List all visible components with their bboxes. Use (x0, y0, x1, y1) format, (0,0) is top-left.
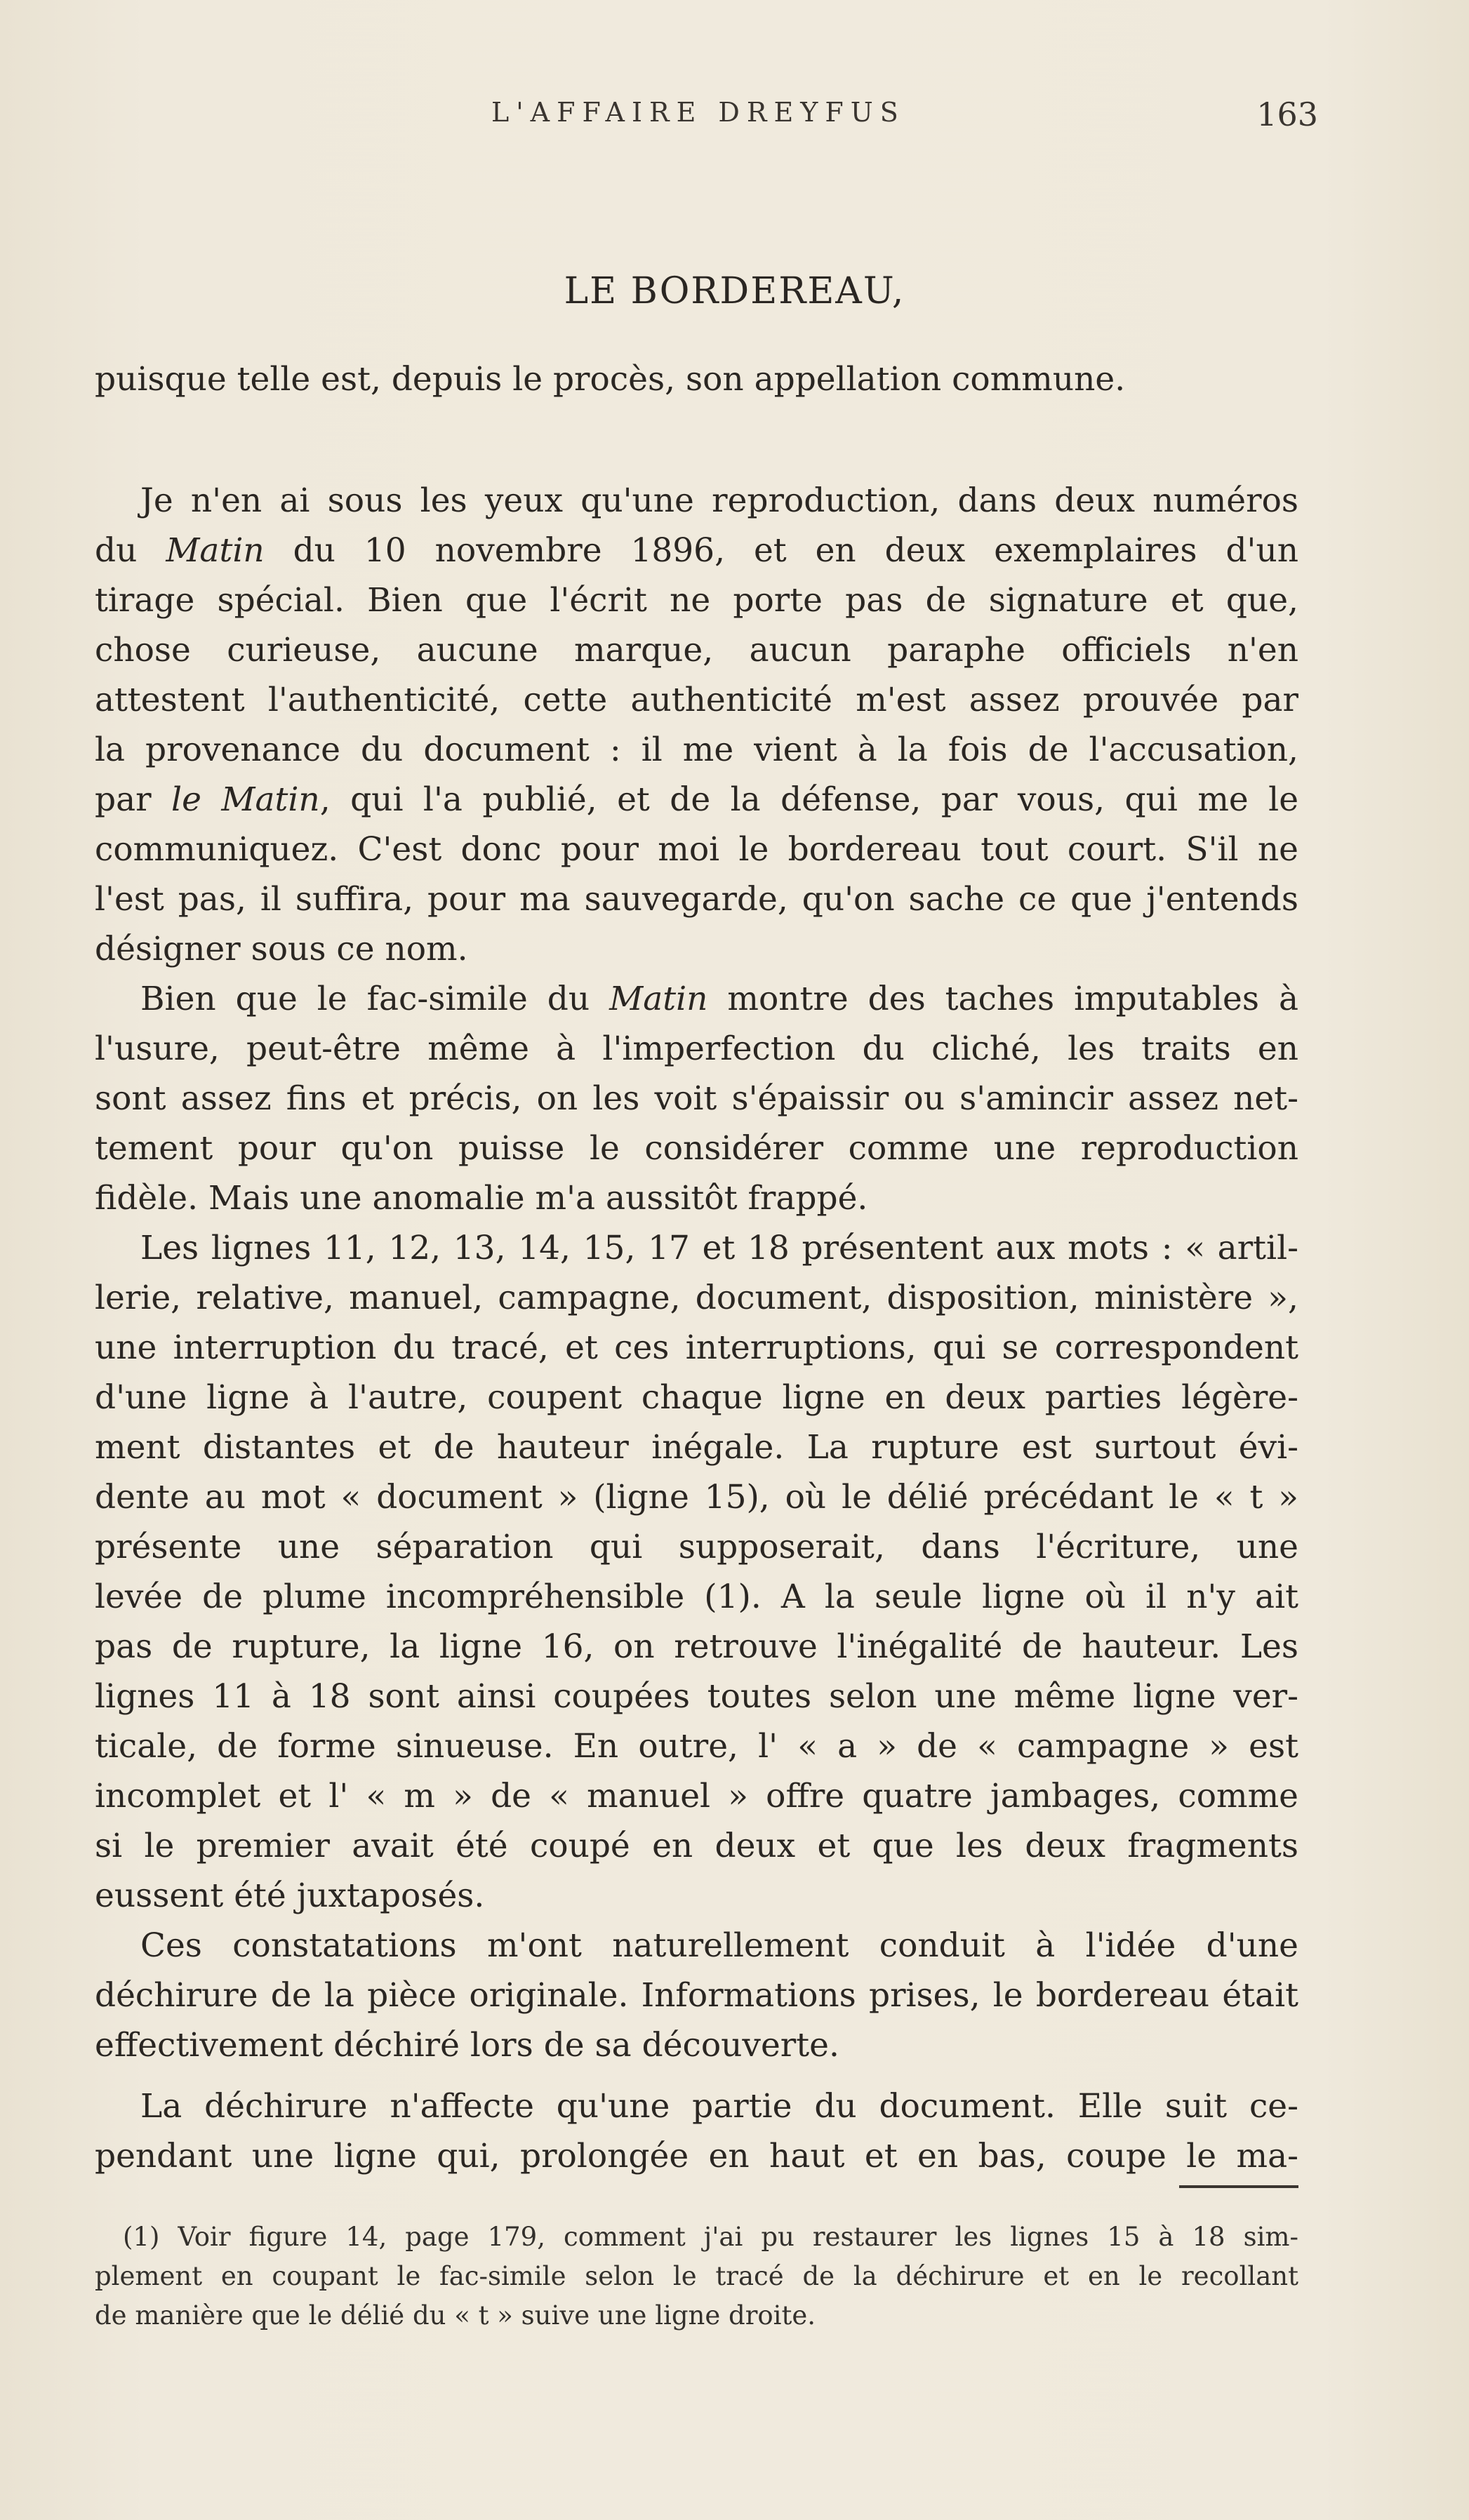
text-line: dente au mot « document » (ligne 15), où le délié précédant le « t » (95, 1478, 1298, 1516)
text-line: désigner sous ce nom. (95, 930, 468, 968)
text-line: d'une ligne à l'autre, coupent chaque ligne en deux parties légère- (95, 1378, 1298, 1417)
text-line: effectivement déchiré lors de sa découverte. (95, 2026, 839, 2065)
text-line: si le premier avait été coupé en deux et que les deux fragments (95, 1827, 1298, 1865)
text-line: la provenance du document : il me vient à la fois de l'accusation, (95, 731, 1298, 769)
text-line: du Matin du 10 novembre 1896, et en deux exemplaires d'un (95, 531, 1299, 570)
text-line: incomplet et l' « m » de « manuel » offre quatre jambages, comme (95, 1777, 1298, 1815)
text-line: fidèle. Mais une anomalie m'a aussitôt frappé. (95, 1179, 868, 1218)
newspaper-title: le Matin (171, 780, 320, 819)
text-line: Les lignes 11, 12, 13, 14, 15, 17 et 18 présentent aux mots : « artil- (140, 1229, 1298, 1267)
text-line: Bien que le fac-simile du Matin montre des taches imputables à (140, 980, 1298, 1018)
text-line: lerie, relative, manuel, campagne, document, disposition, ministère », (95, 1279, 1298, 1317)
newspaper-title: Matin (166, 531, 265, 570)
footnote-line: de manière que le délié du « t » suive une ligne droite. (95, 2300, 816, 2331)
newspaper-title: Matin (609, 980, 708, 1018)
text-line: sont assez fins et précis, on les voit s'épaissir ou s'amincir assez net- (95, 1079, 1298, 1118)
text-line: ment distantes et de hauteur inégale. La rupture est surtout évi- (95, 1428, 1298, 1467)
footnote-line: plement en coupant le fac-simile selon le tracé de la déchirure et en le recollant (95, 2261, 1298, 2291)
text-line: tirage spécial. Bien que l'écrit ne porte pas de signature et que, (95, 581, 1298, 620)
section-title: LE BORDEREAU, (564, 270, 905, 312)
text-line: tement pour qu'on puisse le considérer comme une reproduction (95, 1129, 1298, 1168)
text-line: La déchirure n'affecte qu'une partie du document. Elle suit ce- (140, 2087, 1298, 2126)
text-line: par le Matin, qui l'a publié, et de la défense, par vous, qui me le (95, 780, 1299, 819)
text-line: ticale, de forme sinueuse. En outre, l' « a » de « campagne » est (95, 1727, 1298, 1766)
text-line: levée de plume incompréhensible (1). A la seule ligne où il n'y ait (95, 1578, 1298, 1616)
text-line: pas de rupture, la ligne 16, on retrouve l'inégalité de hauteur. Les (95, 1627, 1298, 1666)
footnote-rule (1179, 2185, 1298, 2188)
text-line: communiquez. C'est donc pour moi le bordereau tout court. S'il ne (95, 830, 1298, 869)
running-head: L'AFFAIRE DREYFUS (491, 97, 905, 128)
text-line: l'usure, peut-être même à l'imperfection du cliché, les traits en (95, 1029, 1298, 1068)
text-line: lignes 11 à 18 sont ainsi coupées toutes selon une même ligne ver- (95, 1677, 1298, 1716)
page-number: 163 (1256, 95, 1318, 133)
text-line: pendant une ligne qui, prolongée en haut et en bas, coupe le ma- (95, 2137, 1298, 2175)
footnote-line: (1) Voir figure 14, page 179, comment j'ai pu restaurer les lignes 15 à 18 sim- (123, 2222, 1298, 2252)
text-line: l'est pas, il suffira, pour ma sauvegarde, qu'on sache ce que j'entends (95, 880, 1298, 919)
text-line: Ces constatations m'ont naturellement conduit à l'idée d'une (140, 1926, 1298, 1965)
text-line: Je n'en ai sous les yeux qu'une reproduction, dans deux numéros (140, 481, 1298, 520)
text-line: présente une séparation qui supposerait, dans l'écriture, une (95, 1528, 1298, 1566)
text-line: puisque telle est, depuis le procès, son appellation commune. (95, 360, 1126, 399)
text-line: une interruption du tracé, et ces interruptions, qui se correspondent (95, 1328, 1298, 1367)
text-line: attestent l'authenticité, cette authenticité m'est assez prouvée par (95, 681, 1298, 719)
text-line: eussent été juxtaposés. (95, 1876, 485, 1915)
text-line: chose curieuse, aucune marque, aucun paraphe officiels n'en (95, 631, 1298, 669)
text-line: déchirure de la pièce originale. Informations prises, le bordereau était (95, 1976, 1298, 2015)
